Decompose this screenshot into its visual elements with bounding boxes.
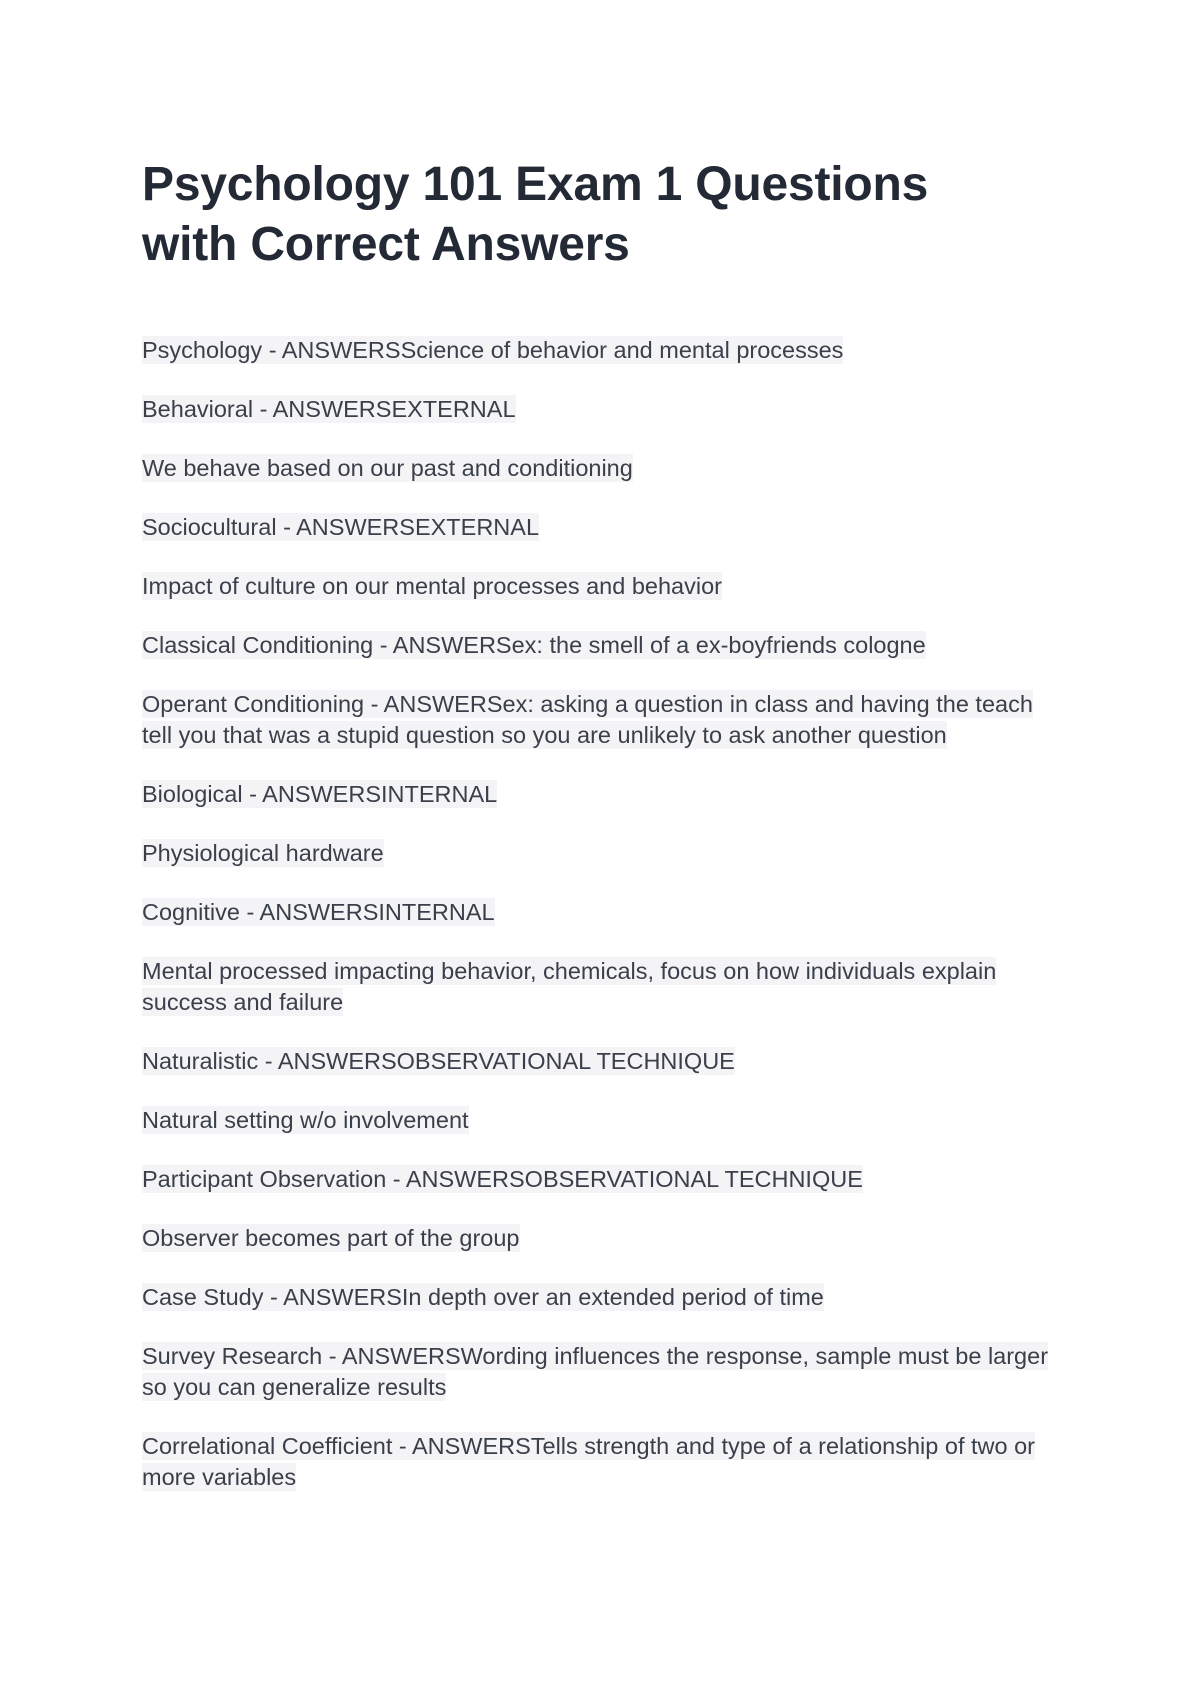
qa-entry-sociocultural-detail: Impact of culture on our mental processes and behavior — [142, 573, 722, 599]
qa-entry-psychology: Psychology - ANSWERSScience of behavior and mental processes — [142, 337, 844, 363]
qa-list — [142, 335, 1072, 1493]
document-page — [142, 155, 1072, 1521]
qa-entry-biological-detail: Physiological hardware — [142, 840, 384, 866]
qa-entry-survey-research: Survey Research - ANSWERSWording influences the response, sample must be larger so you can generalize results — [142, 1343, 1049, 1400]
document-title-line-1: Psychology 101 Exam 1 Questions — [142, 158, 929, 211]
qa-entry-correlational-coefficient: Correlational Coefficient - ANSWERSTells strength and type of a relationship of two or more variables — [142, 1433, 1035, 1490]
document-title — [142, 155, 1072, 275]
qa-entry-classical-conditioning: Classical Conditioning - ANSWERSex: the smell of a ex-boyfriends cologne — [142, 632, 926, 658]
qa-entry-biological: Biological - ANSWERSINTERNAL — [142, 781, 498, 807]
qa-entry-naturalistic-detail: Natural setting w/o involvement — [142, 1107, 469, 1133]
qa-entry-naturalistic: Naturalistic - ANSWERSOBSERVATIONAL TECHNIQUE — [142, 1048, 735, 1074]
qa-entry-cognitive: Cognitive - ANSWERSINTERNAL — [142, 899, 495, 925]
qa-entry-operant-conditioning: Operant Conditioning - ANSWERSex: asking a question in class and having the teach tell you that was a stupid question so you are unlikely to ask another question — [142, 691, 1033, 748]
document-title-line-2: with Correct Answers — [142, 218, 630, 271]
qa-entry-case-study: Case Study - ANSWERSIn depth over an extended period of time — [142, 1284, 824, 1310]
qa-entry-behavioral: Behavioral - ANSWERSEXTERNAL — [142, 396, 516, 422]
qa-entry-participant-observation-detail: Observer becomes part of the group — [142, 1225, 520, 1251]
qa-entry-behavioral-detail: We behave based on our past and conditioning — [142, 455, 633, 481]
qa-entry-sociocultural: Sociocultural - ANSWERSEXTERNAL — [142, 514, 540, 540]
qa-entry-cognitive-detail: Mental processed impacting behavior, chemicals, focus on how individuals explain success and failure — [142, 958, 997, 1015]
qa-entry-participant-observation: Participant Observation - ANSWERSOBSERVATIONAL TECHNIQUE — [142, 1166, 863, 1192]
